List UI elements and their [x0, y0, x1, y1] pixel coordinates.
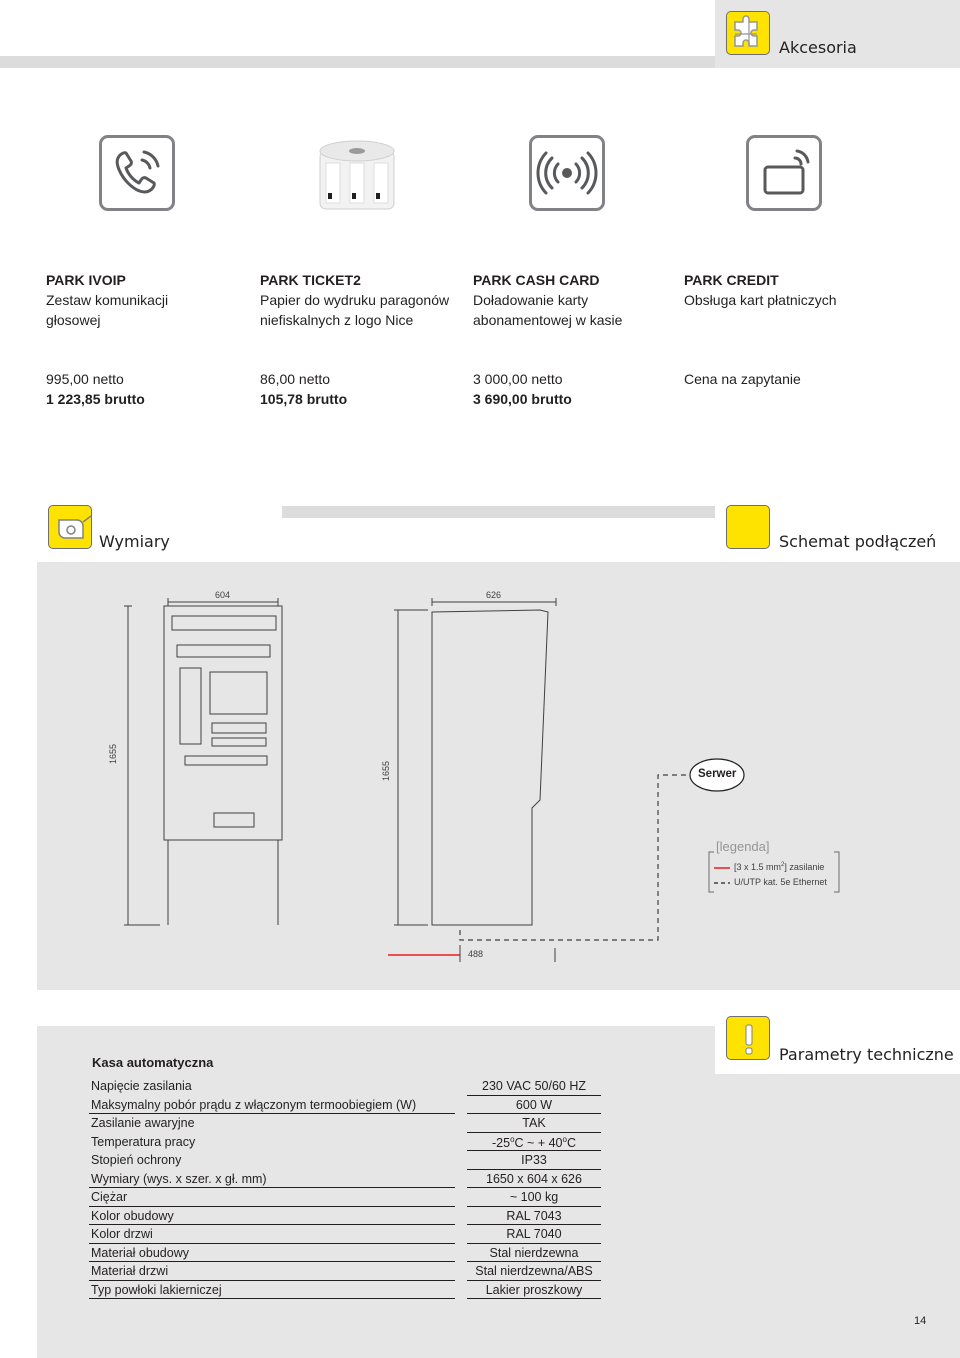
spec-value: TAK: [522, 1116, 546, 1130]
side-height-label: 1655: [381, 760, 391, 781]
temp-end: C: [566, 1135, 576, 1150]
specs-title: Kasa automatyczna: [92, 1055, 214, 1070]
spec-row: [91, 1207, 601, 1226]
spec-value: ~ 100 kg: [509, 1190, 559, 1204]
spec-value: Lakier proszkowy: [485, 1282, 583, 1297]
spec-row: [91, 1077, 601, 1096]
spec-label: Kolor obudowy: [91, 1208, 174, 1223]
page-number: 14: [914, 1315, 927, 1327]
temp-low: -25: [492, 1135, 511, 1150]
side-view: [394, 598, 556, 925]
price-brutto: 1 223,85 brutto: [46, 391, 145, 407]
spec-label: Temperatura pracy: [91, 1134, 196, 1149]
row-divider: [89, 1298, 455, 1299]
product-name: PARK TICKET2: [260, 272, 361, 288]
product-desc: Obsługa kart płatniczych: [684, 292, 837, 308]
spec-value: Stal nierdzewna/ABS: [475, 1264, 593, 1278]
product-desc: Papier do wydruku paragonów: [260, 292, 450, 308]
front-width-label: 604: [215, 590, 231, 600]
product-desc: abonamentowej w kasie: [473, 312, 623, 328]
product-name: PARK IVOIP: [46, 272, 126, 288]
temp-mid: C ~ + 40: [514, 1135, 563, 1150]
spec-value: RAL 7040: [506, 1227, 562, 1241]
price-netto: 995,00 netto: [46, 371, 124, 387]
spec-row: [91, 1133, 601, 1152]
spec-value-temperature: [467, 1135, 601, 1150]
legend-power-sup: 2: [781, 862, 785, 868]
price-netto: 3 000,00 netto: [473, 371, 563, 387]
spec-row: [91, 1262, 601, 1281]
legend-power-post: ] zasilanie: [784, 862, 825, 872]
price-netto: Cena na zapytanie: [684, 371, 801, 387]
price-brutto: 105,78 brutto: [260, 391, 348, 407]
spec-row: [91, 1114, 601, 1133]
spec-row: [91, 1096, 601, 1115]
legend-ethernet-text: U/UTP kat. 5e Ethernet: [734, 877, 827, 887]
spec-value: IP33: [521, 1153, 547, 1167]
spec-label: Wymiary (wys. x szer. x gł. mm): [91, 1171, 267, 1186]
spec-row: [91, 1281, 601, 1300]
params-title: Parametry techniczne: [779, 1045, 954, 1064]
spec-row: [91, 1188, 601, 1207]
spec-row: [91, 1225, 601, 1244]
wiring-lines: [388, 775, 690, 962]
spec-label: Zasilanie awaryjne: [91, 1116, 195, 1130]
legend-power-pre: [3 x 1.5 mm: [734, 862, 782, 872]
legend-power-text: [734, 862, 824, 872]
degree-symbol: o: [510, 1134, 515, 1144]
spec-row: [91, 1151, 601, 1170]
product-name: PARK CREDIT: [684, 272, 779, 288]
price-brutto: 3 690,00 brutto: [473, 391, 572, 407]
spec-label: Typ powłoki lakierniczej: [91, 1282, 222, 1297]
spec-row: [91, 1244, 601, 1263]
server-label: Serwer: [698, 768, 737, 780]
legend-title: [legenda]: [716, 839, 770, 854]
spec-value: RAL 7043: [506, 1208, 562, 1223]
spec-label: Napięcie zasilania: [91, 1079, 192, 1093]
accessories-title: Akcesoria: [779, 38, 857, 57]
wiring-title: Schemat podłączeń: [779, 532, 937, 551]
spec-value: 1650 x 604 x 626: [486, 1171, 582, 1186]
spec-label: Materiał obudowy: [91, 1245, 189, 1260]
spec-label: Stopień ochrony: [91, 1153, 182, 1167]
front-view: [124, 598, 282, 925]
row-divider: [467, 1298, 601, 1299]
params-header: [715, 1012, 960, 1074]
product-desc: głosowej: [46, 312, 101, 328]
spec-value: 230 VAC 50/60 HZ: [482, 1079, 586, 1093]
product-desc: Zestaw komunikacji: [46, 292, 169, 308]
spec-label: Ciężar: [91, 1190, 128, 1204]
front-height-label: 1655: [108, 743, 118, 764]
spec-label: Maksymalny pobór prądu z włączonym termoobiegiem (W): [91, 1097, 417, 1112]
spec-value: Stal nierdzewna: [489, 1245, 579, 1260]
base-dim-label: 488: [468, 949, 484, 959]
exclamation-icon: [726, 1016, 770, 1060]
price-netto: 86,00 netto: [260, 371, 331, 387]
side-depth-label: 626: [486, 590, 502, 600]
spec-label: Materiał drzwi: [91, 1264, 169, 1278]
dimensions-title: Wymiary: [99, 532, 170, 551]
product-desc: niefiskalnych z logo Nice: [260, 312, 414, 328]
spec-label: Kolor drzwi: [91, 1227, 153, 1241]
degree-symbol: o: [562, 1134, 567, 1144]
spec-row: [91, 1170, 601, 1189]
spec-value: 600 W: [515, 1097, 553, 1112]
product-name: PARK CASH CARD: [473, 272, 600, 288]
product-desc: Doładowanie karty: [473, 292, 589, 308]
